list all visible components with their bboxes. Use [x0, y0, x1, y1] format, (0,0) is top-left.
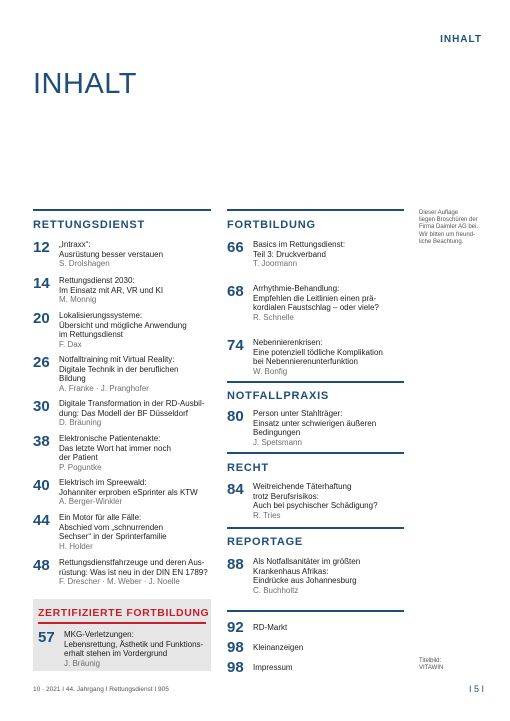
section-label: INHALT	[440, 34, 482, 45]
toc-entry[interactable]	[33, 434, 171, 472]
toc-title: MKG-Verletzungen: Lebensrettung, Ästhetik und Funktions- erhalt stehen im Vordergrund	[64, 630, 204, 659]
toc-entry[interactable]	[33, 558, 208, 587]
toc-entry[interactable]	[33, 513, 167, 551]
toc-title: Ein Motor für alle Fälle: Abschied vom „schnurrenden Sechser“ in der Sprinterfamilie	[59, 513, 167, 542]
toc-authors: C. Buchholtz	[253, 585, 299, 595]
toc-page: 98	[227, 659, 244, 676]
toc-page: 98	[227, 639, 244, 656]
toc-authors: F. Drescher · M. Weber · J. Noelle	[59, 577, 180, 587]
toc-title: Kleinanzeigen	[253, 643, 304, 652]
section-rule	[38, 622, 206, 624]
toc-title: Elektrisch im Spreewald: Johanniter erproben eSprinter als KTW	[59, 478, 198, 497]
toc-page: 20	[33, 310, 50, 327]
toc-entry[interactable]	[33, 240, 163, 269]
toc-entry[interactable]	[227, 620, 287, 636]
section-heading-zertifizierte-fortbildung: ZERTIFIZIERTE FORTBILDUNG	[38, 607, 210, 619]
toc-authors: T. Joormann	[253, 259, 298, 269]
toc-entry[interactable]	[227, 640, 303, 656]
page-title: INHALT	[33, 68, 137, 100]
toc-page: 12	[33, 239, 50, 256]
toc-page: 48	[33, 557, 50, 574]
toc-title: Rettungsdienstfahrzeuge und deren Aus- rüstung: Was ist neu in der DIN EN 1789?	[59, 558, 208, 577]
toc-title: Notfalltraining mit Virtual Reality: Digitale Technik in der beruflichen Bildung	[59, 355, 179, 384]
toc-entry[interactable]	[33, 399, 204, 428]
toc-entry[interactable]	[33, 276, 163, 305]
toc-authors: A. Franke · J. Pranghofer	[59, 383, 149, 393]
toc-entry[interactable]	[227, 557, 360, 595]
side-note: Dieser Auflage liegen Broschüren der Firma Daimler AG bei. Wir bitten um freund- liche Beachtung.	[419, 210, 479, 245]
toc-authors: D. Bräuning	[59, 418, 102, 428]
toc-entry[interactable]	[227, 660, 293, 676]
toc-authors: P. Poguntke	[59, 462, 102, 472]
toc-page: 14	[33, 275, 50, 292]
toc-authors: R. Schnelle	[253, 312, 294, 322]
toc-entry[interactable]	[38, 630, 203, 668]
toc-entry[interactable]	[33, 478, 198, 507]
section-heading-reportage: REPORTAGE	[227, 536, 304, 548]
toc-authors: R. Tries	[253, 510, 281, 520]
section-rule	[227, 452, 404, 454]
toc-page: 66	[227, 239, 244, 256]
toc-page: 88	[227, 556, 244, 573]
toc-entry[interactable]	[227, 338, 383, 376]
page-number: I 5 I	[468, 684, 484, 694]
toc-entry[interactable]	[33, 355, 178, 393]
section-rule	[227, 209, 404, 211]
section-rule	[227, 610, 404, 612]
toc-entry[interactable]	[227, 409, 376, 447]
cover-credit: Titelbild: VITAWIN	[419, 658, 444, 672]
section-heading-recht: RECHT	[227, 462, 269, 474]
toc-authors: A. Berger-Winkler	[59, 497, 123, 507]
toc-authors: F. Dax	[59, 339, 82, 349]
toc-page: 92	[227, 619, 244, 636]
toc-page: 84	[227, 481, 244, 498]
toc-title: Digitale Transformation in der RD-Ausbil- dung: Das Modell der BF Düsseldorf	[59, 399, 205, 418]
toc-page: 74	[227, 337, 244, 354]
toc-title: „Intraxx“: Ausrüstung besser verstauen	[59, 240, 164, 259]
toc-page: 68	[227, 283, 244, 300]
toc-title: Weitreichende Täterhaftung trotz Berufsrisikos: Auch bei psychischer Schädigung?	[253, 482, 378, 511]
toc-page: 57	[38, 629, 55, 646]
section-rule	[227, 381, 404, 383]
toc-title: Rettungsdienst 2030: Im Einsatz mit AR, VR und KI	[59, 276, 164, 295]
toc-entry[interactable]	[33, 311, 187, 349]
toc-title: Arrhythmie-Behandlung: Empfehlen die Leitlinien einen prä- kordialen Faustschlag – oder viele?	[253, 284, 379, 313]
toc-title: RD-Markt	[253, 623, 288, 632]
toc-page: 40	[33, 477, 50, 494]
toc-authors: J. Spetsmann	[253, 437, 302, 447]
section-heading-notfallpraxis: NOTFALLPRAXIS	[227, 390, 330, 402]
section-heading-fortbildung: FORTBILDUNG	[227, 219, 316, 231]
section-heading-rettungsdienst: RETTUNGSDIENST	[33, 219, 146, 231]
toc-authors: M. Monnig	[59, 295, 97, 305]
toc-entry[interactable]	[227, 284, 379, 322]
toc-entry[interactable]	[227, 240, 345, 269]
toc-title: Nebennierenkrisen: Eine potenziell tödliche Komplikation bei Nebennierenunterfunktion	[253, 338, 383, 367]
toc-title: Basics im Rettungsdienst: Teil 3: Druckverband	[253, 240, 346, 259]
toc-page: 26	[33, 354, 50, 371]
section-rule	[227, 527, 404, 529]
toc-authors: H. Holder	[59, 541, 93, 551]
toc-authors: S. Drolshagen	[59, 259, 110, 269]
toc-title: Elektronische Patientenakte: Das letzte Wort hat immer noch der Patient	[59, 434, 171, 463]
toc-page: 80	[227, 408, 244, 425]
toc-title: Impressum	[253, 663, 293, 672]
section-rule	[33, 209, 211, 211]
toc-page: 44	[33, 512, 50, 529]
toc-page: 30	[33, 398, 50, 415]
toc-title: Als Notfallsanitäter im größten Krankenhaus Afrikas: Eindrücke aus Johannesburg	[253, 557, 361, 586]
toc-title: Lokalisierungssysteme: Übersicht und mögliche Anwendung im Rettungsdienst	[59, 311, 187, 340]
toc-title: Person unter Stahlträger: Einsatz unter schwierigen äußeren Bedingungen	[253, 409, 377, 438]
toc-page: 38	[33, 433, 50, 450]
toc-authors: J. Bräunig	[64, 658, 101, 668]
footer-issue-info: 10 · 2021 I 44. Jahrgang I Rettungsdienst I 905	[33, 686, 169, 693]
toc-entry[interactable]	[227, 482, 378, 520]
toc-authors: W. Bonfig	[253, 366, 288, 376]
